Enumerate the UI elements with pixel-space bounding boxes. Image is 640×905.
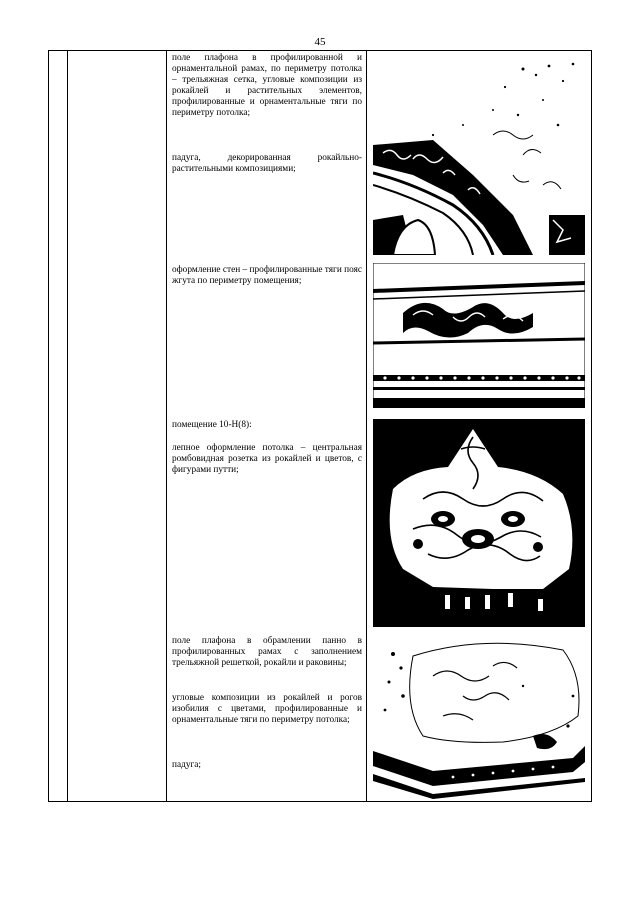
central-rosette-photo (373, 419, 585, 627)
object-column-cell (68, 51, 167, 802)
photo-column-cell (367, 51, 592, 802)
stucco-ceiling-photo-2 (373, 636, 585, 799)
wall-moulding-photo (373, 263, 585, 408)
number-column-cell (49, 51, 68, 802)
description-block-2 (172, 153, 362, 175)
description-block-6 (172, 636, 362, 669)
description-paragraph: падуга, декорированная рокайльно-растительными композициями; (172, 153, 362, 175)
description-paragraph: поле плафона в профилированной и орнаментальной рамах, по периметру потолка – трельяжная сетка, угловые композиции из рокайлей и растительных элементов, профилированные и орнаментальные тяги по периметру потолка; (172, 53, 362, 119)
description-paragraph: поле плафона в обрамлении панно в профилированных рамах с заполнением трельяжной решеткой, рокайли и раковины; (172, 636, 362, 669)
description-block-4 (172, 420, 362, 431)
page-number: 45 (314, 36, 326, 48)
description-paragraph: угловые композиции из рокайлей и рогов изобилия с цветами, профилированные и орнаментальные тяги по периметру потолка; (172, 693, 362, 726)
description-block-8 (172, 760, 362, 771)
description-paragraph: помещение 10-Н(8): (172, 420, 252, 430)
description-paragraph: лепное оформление потолка – центральная ромбовидная розетка из рокайлей и цветов, с фигурами путти; (172, 443, 362, 476)
stucco-ceiling-photo-1 (373, 55, 585, 255)
description-block-3 (172, 265, 362, 287)
document-table (48, 50, 592, 802)
description-block-1 (172, 53, 362, 120)
description-column-cell (167, 51, 367, 802)
description-block-5 (172, 443, 362, 476)
description-block-7 (172, 693, 362, 726)
description-paragraph: падуга; (172, 760, 202, 770)
description-paragraph: оформление стен – профилированные тяги пояс жгута по периметру помещения; (172, 265, 362, 287)
